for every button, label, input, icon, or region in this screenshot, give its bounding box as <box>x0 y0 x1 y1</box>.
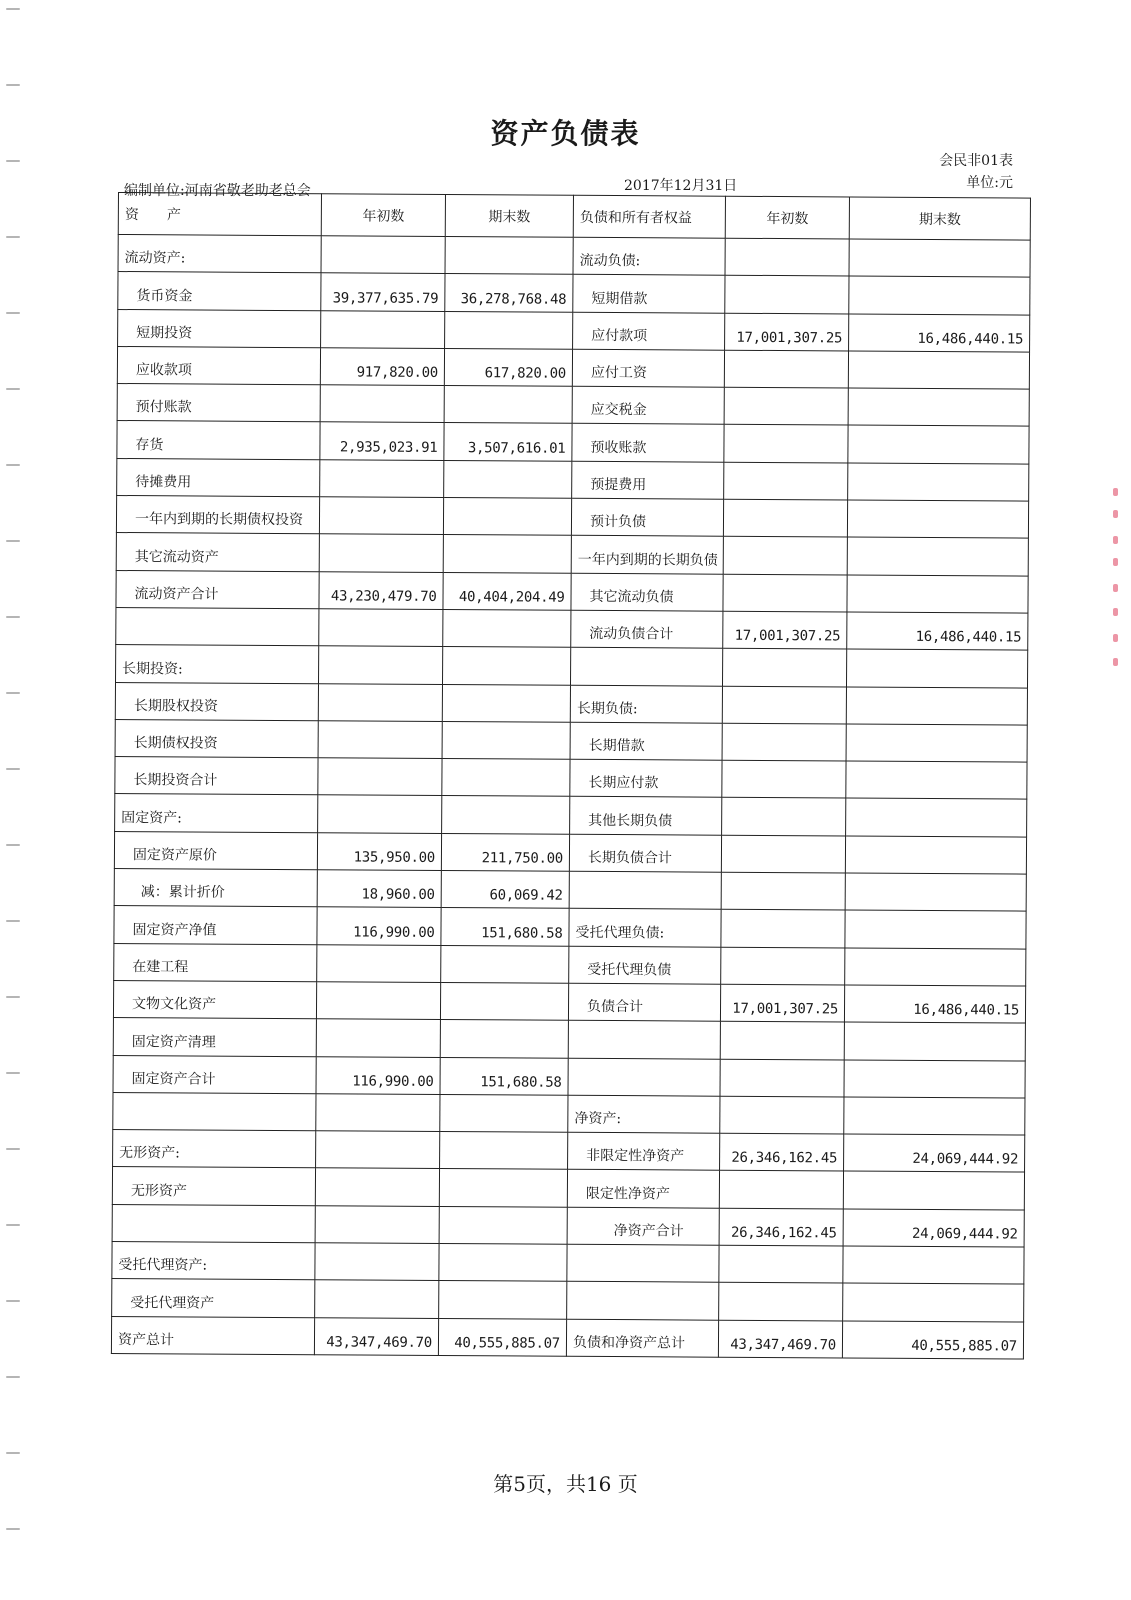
asset-end-value <box>445 236 573 274</box>
binding-mark <box>6 844 20 846</box>
header-assets: 资 产 <box>118 193 321 236</box>
liability-item-label: 净资产合计 <box>567 1207 719 1245</box>
asset-item-label: 长期投资: <box>116 645 319 684</box>
liability-item-label <box>568 1058 720 1096</box>
asset-begin-value: 43,347,469.70 <box>314 1317 438 1355</box>
liability-begin-value: 26,346,162.45 <box>720 1133 844 1171</box>
table-row <box>111 1316 1023 1359</box>
asset-end-value <box>440 982 568 1020</box>
liability-item-label: 净资产: <box>568 1095 720 1133</box>
liability-begin-value <box>721 872 845 910</box>
binding-hole-marks <box>0 0 30 1600</box>
table-row <box>116 533 1028 576</box>
liability-begin-value <box>723 537 847 575</box>
liability-begin-value <box>723 499 847 537</box>
asset-begin-value <box>317 944 441 982</box>
liability-end-value <box>849 239 1030 277</box>
asset-begin-value: 2,935,023.91 <box>320 422 444 460</box>
asset-begin-value: 135,950.00 <box>317 832 441 870</box>
asset-end-value <box>443 647 571 685</box>
liability-end-value <box>848 425 1029 463</box>
liability-begin-value <box>724 425 848 463</box>
liability-item-label: 限定性净资产 <box>567 1170 719 1208</box>
binding-mark <box>6 312 20 314</box>
table-row <box>112 1241 1024 1284</box>
liability-begin-value <box>723 574 847 612</box>
stamp-ink-fragment <box>1113 608 1118 616</box>
header-liabilities: 负债和所有者权益 <box>573 195 725 238</box>
liability-end-value <box>849 276 1030 314</box>
liability-item-label: 流动负债合计 <box>571 610 723 648</box>
asset-begin-value <box>316 1019 440 1057</box>
asset-end-value <box>439 1243 567 1281</box>
asset-end-value <box>445 311 573 349</box>
liability-end-value: 24,069,444.92 <box>844 1134 1025 1172</box>
liability-end-value <box>845 948 1026 986</box>
table-row <box>113 1130 1025 1173</box>
asset-begin-value <box>315 1205 439 1243</box>
binding-mark <box>6 1528 20 1530</box>
asset-item-label: 长期投资合计 <box>115 757 318 796</box>
binding-mark <box>6 1300 20 1302</box>
liability-item-label: 负债合计 <box>568 983 720 1021</box>
liability-item-label: 预提费用 <box>572 461 724 499</box>
liability-begin-value <box>720 1096 844 1134</box>
asset-begin-value <box>316 1094 440 1132</box>
asset-item-label: 一年内到期的长期债权投资 <box>116 496 319 535</box>
stamp-ink-fragment <box>1113 584 1118 592</box>
liability-begin-value <box>725 276 849 314</box>
table-row <box>112 1279 1024 1322</box>
liability-item-label: 非限定性净资产 <box>568 1132 720 1170</box>
document-title: 资产负债表 <box>490 117 641 150</box>
binding-mark <box>6 160 20 162</box>
liability-begin-value: 43,347,469.70 <box>718 1320 842 1358</box>
liability-end-value <box>844 1059 1025 1097</box>
liability-item-label <box>568 1021 720 1059</box>
liability-end-value <box>846 798 1027 836</box>
table-row <box>113 1055 1025 1098</box>
liability-begin-value: 17,001,307.25 <box>720 984 844 1022</box>
binding-mark <box>6 920 20 922</box>
table-row <box>116 607 1028 650</box>
liability-end-value <box>848 351 1029 389</box>
liability-item-label: 负债和净资产总计 <box>566 1319 718 1357</box>
table-row <box>117 346 1029 389</box>
asset-item-label: 文物文化资产 <box>113 980 316 1019</box>
binding-mark <box>6 464 20 466</box>
liability-begin-value <box>722 798 846 836</box>
asset-item-label <box>113 1092 316 1131</box>
liability-end-value <box>847 575 1028 613</box>
liability-end-value <box>846 761 1027 799</box>
asset-end-value <box>444 460 572 498</box>
liability-begin-value <box>722 760 846 798</box>
table-row <box>116 496 1028 539</box>
asset-begin-value <box>318 721 442 759</box>
asset-item-label: 无形资产: <box>113 1130 316 1169</box>
page-number: 第5页，共16 页 <box>493 1472 638 1496</box>
asset-begin-value <box>321 310 445 348</box>
table-row <box>118 309 1030 352</box>
liability-end-value: 24,069,444.92 <box>843 1209 1024 1247</box>
liability-end-value <box>845 910 1026 948</box>
liability-begin-value <box>719 1283 843 1321</box>
liability-end-value <box>846 687 1027 725</box>
asset-end-value <box>439 1281 567 1319</box>
binding-mark <box>6 1376 20 1378</box>
asset-end-value: 40,555,885.07 <box>438 1318 566 1356</box>
liability-item-label <box>567 1282 719 1320</box>
asset-item-label <box>112 1204 315 1243</box>
asset-item-label: 流动资产: <box>118 235 321 274</box>
asset-item-label: 固定资产原价 <box>114 831 317 870</box>
asset-item-label: 在建工程 <box>114 943 317 982</box>
asset-end-value <box>443 609 571 647</box>
liability-begin-value <box>721 835 845 873</box>
asset-end-value: 151,680.58 <box>441 908 569 946</box>
liability-item-label: 受托代理负债: <box>569 909 721 947</box>
liability-item-label: 预收账款 <box>572 424 724 462</box>
asset-item-label: 应收款项 <box>117 346 320 385</box>
asset-item-label: 长期股权投资 <box>115 682 318 721</box>
liability-item-label: 短期借款 <box>573 275 725 313</box>
asset-end-value <box>442 796 570 834</box>
table-row <box>112 1204 1024 1247</box>
binding-mark <box>6 768 20 770</box>
header-liabilities-end: 期末数 <box>849 197 1030 240</box>
table-row <box>118 235 1030 278</box>
asset-item-label: 预付账款 <box>117 384 320 423</box>
asset-end-value: 617,820.00 <box>444 348 572 386</box>
asset-begin-value <box>318 795 442 833</box>
asset-end-value <box>442 684 570 722</box>
table-row <box>114 943 1026 986</box>
header-liabilities-begin: 年初数 <box>725 196 849 239</box>
report-date: 2017年12月31日 <box>624 178 738 194</box>
liability-begin-value <box>724 350 848 388</box>
asset-end-value <box>439 1206 567 1244</box>
asset-begin-value <box>315 1168 439 1206</box>
liability-end-value <box>843 1171 1024 1209</box>
liability-end-value <box>845 873 1026 911</box>
asset-begin-value <box>315 1243 439 1281</box>
liability-begin-value <box>719 1245 843 1283</box>
liability-end-value <box>848 463 1029 501</box>
liability-item-label: 其它流动负债 <box>571 573 723 611</box>
liability-item-label: 预计负债 <box>571 498 723 536</box>
stamp-ink-fragment <box>1113 658 1118 666</box>
asset-item-label: 流动资产合计 <box>116 570 319 609</box>
asset-item-label: 固定资产清理 <box>113 1018 316 1057</box>
liability-begin-value <box>720 1059 844 1097</box>
table-row <box>117 384 1029 427</box>
asset-begin-value <box>315 1280 439 1318</box>
asset-item-label: 存货 <box>117 421 320 460</box>
asset-item-label: 长期债权投资 <box>115 719 318 758</box>
stamp-ink-fragment <box>1113 536 1118 544</box>
binding-mark <box>6 540 20 542</box>
liability-begin-value <box>721 947 845 985</box>
asset-begin-value <box>319 609 443 647</box>
liability-begin-value: 26,346,162.45 <box>719 1208 843 1246</box>
asset-begin-value <box>320 385 444 423</box>
table-row <box>118 272 1030 315</box>
asset-item-label: 待摊费用 <box>117 458 320 497</box>
liability-end-value <box>847 500 1028 538</box>
table-row <box>116 570 1028 613</box>
liability-end-value: 16,486,440.15 <box>847 612 1028 650</box>
table-row <box>114 869 1026 912</box>
asset-end-value: 3,507,616.01 <box>444 423 572 461</box>
form-code: 会民非01表 <box>939 153 1013 169</box>
liability-end-value <box>846 724 1027 762</box>
liability-begin-value <box>724 387 848 425</box>
asset-begin-value <box>319 646 443 684</box>
liability-item-label: 流动负债: <box>573 237 725 275</box>
liability-begin-value <box>721 910 845 948</box>
liability-item-label: 应付款项 <box>573 312 725 350</box>
table-row <box>114 831 1026 874</box>
binding-mark <box>6 388 20 390</box>
liability-item-label <box>570 648 722 686</box>
liability-end-value <box>847 537 1028 575</box>
asset-end-value: 211,750.00 <box>441 833 569 871</box>
liability-item-label: 应付工资 <box>572 349 724 387</box>
asset-begin-value <box>316 1131 440 1169</box>
liability-item-label <box>567 1244 719 1282</box>
binding-mark <box>6 1224 20 1226</box>
liability-item-label: 其他长期负债 <box>570 797 722 835</box>
asset-item-label: 固定资产合计 <box>113 1055 316 1094</box>
asset-begin-value <box>316 982 440 1020</box>
table-row <box>113 1092 1025 1135</box>
asset-end-value: 40,404,204.49 <box>443 572 571 610</box>
organization-label: 编制单位:河南省敬老助老总会 <box>124 183 311 199</box>
liability-begin-value: 17,001,307.25 <box>725 313 849 351</box>
liability-begin-value <box>720 1021 844 1059</box>
asset-item-label: 其它流动资产 <box>116 533 319 572</box>
table-row <box>117 458 1029 501</box>
liability-end-value <box>843 1283 1024 1321</box>
asset-begin-value: 116,990.00 <box>316 1056 440 1094</box>
asset-begin-value <box>318 758 442 796</box>
liability-end-value <box>846 649 1027 687</box>
asset-item-label: 货币资金 <box>118 272 321 311</box>
liability-item-label: 一年内到期的长期负债 <box>571 536 723 574</box>
table-row <box>116 645 1028 688</box>
table-row <box>113 980 1025 1023</box>
stamp-ink-fragment <box>1113 488 1118 496</box>
stamp-ink-fragment <box>1113 510 1118 518</box>
liability-end-value <box>844 1097 1025 1135</box>
liability-end-value <box>844 1022 1025 1060</box>
asset-end-value <box>442 759 570 797</box>
asset-begin-value <box>319 534 443 572</box>
table-row <box>115 719 1027 762</box>
binding-mark <box>6 1148 20 1150</box>
binding-mark <box>6 84 20 86</box>
header-assets-end: 期末数 <box>445 195 573 238</box>
asset-item-label: 受托代理资产: <box>112 1241 315 1280</box>
header-assets-begin: 年初数 <box>321 194 445 237</box>
liability-item-label: 长期应付款 <box>570 759 722 797</box>
asset-end-value <box>442 721 570 759</box>
asset-item-label: 资产总计 <box>111 1316 314 1355</box>
asset-begin-value <box>319 497 443 535</box>
asset-end-value: 151,680.58 <box>440 1057 568 1095</box>
asset-end-value <box>440 1094 568 1132</box>
liability-end-value: 16,486,440.15 <box>849 314 1030 352</box>
asset-item-label: 固定资产净值 <box>114 906 317 945</box>
liability-begin-value <box>722 686 846 724</box>
liability-end-value: 40,555,885.07 <box>842 1321 1023 1359</box>
asset-begin-value: 18,960.00 <box>317 870 441 908</box>
asset-begin-value <box>321 236 445 274</box>
table-header-row <box>118 193 1030 241</box>
table-row <box>114 906 1026 949</box>
liability-item-label: 长期借款 <box>570 722 722 760</box>
asset-item-label: 受托代理资产 <box>112 1279 315 1318</box>
table-row <box>117 421 1029 464</box>
unit-label: 单位:元 <box>966 175 1013 191</box>
binding-mark <box>6 236 20 238</box>
liability-begin-value: 17,001,307.25 <box>723 611 847 649</box>
binding-mark <box>6 8 20 10</box>
table-row <box>115 682 1027 725</box>
asset-end-value <box>443 535 571 573</box>
asset-item-label: 短期投资 <box>118 309 321 348</box>
table-row <box>115 757 1027 800</box>
binding-mark <box>6 1452 20 1454</box>
table-row <box>115 794 1027 837</box>
asset-end-value: 36,278,768.48 <box>445 274 573 312</box>
table-row <box>112 1167 1024 1210</box>
liability-item-label <box>569 871 721 909</box>
liability-end-value <box>843 1246 1024 1284</box>
liability-begin-value <box>719 1171 843 1209</box>
asset-end-value <box>439 1169 567 1207</box>
asset-item-label: 无形资产 <box>112 1167 315 1206</box>
binding-mark <box>6 692 20 694</box>
liability-end-value <box>845 836 1026 874</box>
asset-end-value: 60,069.42 <box>441 871 569 909</box>
binding-mark <box>6 1072 20 1074</box>
red-seal-stamp-fragment <box>1107 488 1125 678</box>
balance-sheet-table <box>111 192 1031 1359</box>
asset-item-label: 固定资产: <box>115 794 318 833</box>
liability-end-value: 16,486,440.15 <box>844 985 1025 1023</box>
asset-end-value <box>440 1020 568 1058</box>
liability-item-label: 应交税金 <box>572 386 724 424</box>
asset-end-value <box>440 1132 568 1170</box>
asset-begin-value: 43,230,479.70 <box>319 571 443 609</box>
table-row <box>113 1018 1025 1061</box>
liability-item-label: 长期负债: <box>570 685 722 723</box>
binding-mark <box>6 616 20 618</box>
liability-item-label: 长期负债合计 <box>569 834 721 872</box>
asset-end-value <box>443 498 571 536</box>
asset-begin-value: 116,990.00 <box>317 907 441 945</box>
asset-begin-value: 917,820.00 <box>320 348 444 386</box>
liability-begin-value <box>722 723 846 761</box>
stamp-ink-fragment <box>1113 558 1118 566</box>
liability-end-value <box>848 388 1029 426</box>
liability-begin-value <box>725 238 849 276</box>
asset-begin-value <box>318 683 442 721</box>
liability-item-label: 受托代理负债 <box>569 946 721 984</box>
asset-item-label <box>116 607 319 646</box>
asset-begin-value: 39,377,635.79 <box>321 273 445 311</box>
asset-end-value <box>444 386 572 424</box>
liability-begin-value <box>724 462 848 500</box>
asset-begin-value <box>320 460 444 498</box>
liability-begin-value <box>722 648 846 686</box>
stamp-ink-fragment <box>1113 634 1118 642</box>
asset-item-label: 减：累计折价 <box>114 869 317 908</box>
asset-end-value <box>441 945 569 983</box>
binding-mark <box>6 996 20 998</box>
